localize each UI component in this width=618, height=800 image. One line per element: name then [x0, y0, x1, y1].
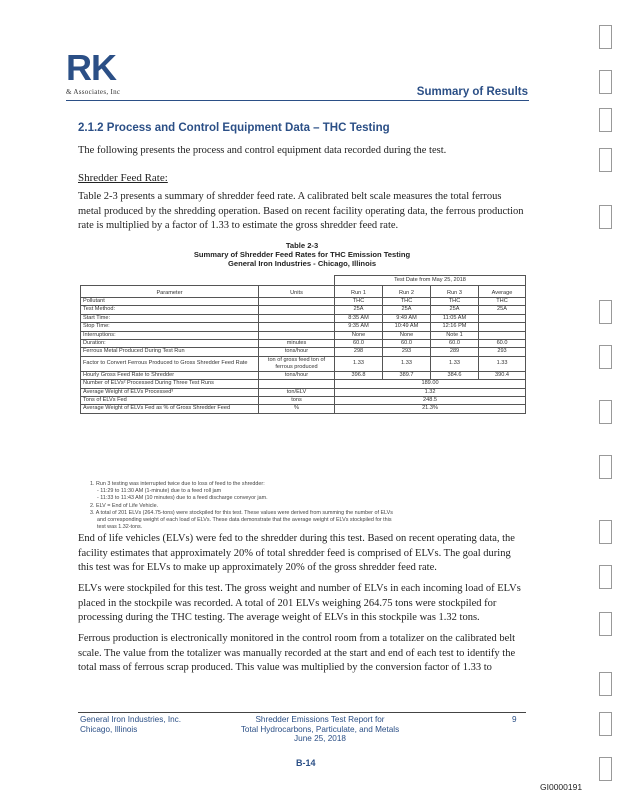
table-row [81, 380, 526, 388]
row-parameter: Test Method: [81, 306, 259, 314]
table-intro-paragraph: Table 2-3 presents a summary of shredder feed rate. A calibrated belt scale measures the total ferrous metal produced by the shredding operation. Based on recent facility operating data, the ferrous production rate is multiplied by a factor of 1.33 to estimate the gross shredder feed rate. [78, 191, 524, 232]
row-value: THC [383, 298, 431, 306]
row-units: ton of gross feed ton of ferrous produced [259, 356, 335, 371]
table-note: and corresponding weight of each load of ELVs. These data demonstrate that the average weight of ELVs stockpiled for this [97, 517, 392, 524]
row-value: 384.6 [431, 371, 479, 379]
row-parameter: Stop Time: [81, 323, 259, 331]
table-row [81, 356, 526, 371]
table-note: 2. ELV = End of Life Vehicle. [90, 502, 159, 509]
row-value: 1.33 [479, 356, 526, 371]
binder-tab-marker [599, 672, 612, 696]
table-caption-title: Summary of Shredder Feed Rates for THC Emission Testing [193, 250, 411, 259]
table-note: 1. Run 3 testing was interrupted twice due to loss of feed to the shredder: [90, 481, 265, 487]
row-merged-value: 189.00 [335, 380, 526, 388]
binder-tab-marker [599, 565, 612, 589]
row-parameter: Duration: [81, 340, 259, 348]
table-row [81, 306, 526, 314]
header-rule [66, 100, 529, 101]
table-note: - 11:33 to 11:43 AM (10 minutes) due to a feed discharge conveyor jam. [97, 495, 268, 502]
row-parameter: Hourly Gross Feed Rate to Shredder [81, 371, 259, 379]
binder-tab-marker [599, 70, 612, 94]
footer-left [80, 715, 181, 734]
row-units [259, 380, 335, 388]
row-value: 1.33 [335, 356, 383, 371]
row-units: tons/hour [259, 371, 335, 379]
header-section-title: Summary of Results [416, 86, 528, 98]
row-value: 389.7 [383, 371, 431, 379]
table-note: test was 1.32-tons. [97, 524, 143, 531]
row-units [259, 314, 335, 322]
table-row [81, 298, 526, 306]
table-row [81, 397, 526, 405]
row-value: 289 [431, 348, 479, 356]
binder-tab-marker [599, 205, 612, 229]
shredder-feed-rate-subheading: Shredder Feed Rate: [78, 172, 168, 184]
binder-tab-marker [599, 148, 612, 172]
row-parameter: Start Time: [81, 314, 259, 322]
table-caption-location: General Iron Industries - Chicago, Illinois [227, 259, 377, 268]
binder-tab-marker [599, 300, 612, 324]
footer-page-number: 9 [512, 715, 517, 724]
binder-tab-marker [599, 520, 612, 544]
footer-center [210, 715, 430, 744]
ferrous-production-paragraph: Ferrous production is electronically monitored in the control room from a totalizer on the calibrated belt scale. The value from the totalizer was manually recorded at the start and end of each test to identify the total mass of ferrous scrap produced. This value was multiplied by the conversion factor of 1.33 to [78, 633, 516, 674]
row-value [479, 323, 526, 331]
row-parameter: Average Weight of ELVs Processed³ [81, 388, 259, 396]
row-value: 60.0 [335, 340, 383, 348]
footer-report-subtitle: Total Hydrocarbons, Particulate, and Metals [240, 724, 400, 734]
row-value [479, 331, 526, 339]
row-value: 60.0 [431, 340, 479, 348]
binder-tab-marker [599, 455, 612, 479]
binder-tab-marker [599, 25, 612, 49]
row-value: 390.4 [479, 371, 526, 379]
binder-tab-marker [599, 400, 612, 424]
elv-feed-paragraph: End of life vehicles (ELVs) were fed to the shredder during this test. Based on recent operating data, the facility estimates that approximately 20% of total shredder feed is comprised of ELVs. The goal during this test was for ELVs to make up approximately 20% of the gross shredder feed rate. [78, 533, 515, 574]
row-value: 11:05 AM [431, 314, 479, 322]
section-heading: 2.1.2 Process and Control Equipment Data – THC Testing [78, 122, 390, 134]
footer-date: June 25, 2018 [294, 734, 346, 744]
row-value: 60.0 [479, 340, 526, 348]
row-units [259, 298, 335, 306]
footer-rule [78, 712, 526, 713]
column-header-run-1: Run 1 [335, 286, 383, 298]
elv-stockpile-paragraph: ELVs were stockpiled for this test. The gross weight and number of ELVs in each incoming load of ELVs placed in the stockpile was recorded. A total of 201 ELVs weighing 264.75 tons were stockpiled for processing during the THC testing. The average weight of ELVs in this stockpile was 1.32 tons. [78, 583, 521, 624]
row-units [259, 323, 335, 331]
table-note: - 11:29 to 11:30 AM (1-minute) due to a feed roll jam [97, 488, 222, 495]
table-row [81, 340, 526, 348]
row-parameter: Pollutant [81, 298, 259, 306]
row-units [259, 306, 335, 314]
row-parameter: Factor to Convert Ferrous Produced to Gross Shredder Feed Rate [81, 356, 259, 371]
table-note: 3. A total of 201 ELVs (264.75-tons) were stockpiled for this test. These values were derived from summing the number of ELVs [90, 509, 393, 516]
binder-tab-marker [599, 345, 612, 369]
row-merged-value: 248.5 [335, 397, 526, 405]
row-value: 1.33 [431, 356, 479, 371]
row-value: 25A [335, 306, 383, 314]
row-value: None [335, 331, 383, 339]
row-value: 9:35 AM [335, 323, 383, 331]
footer-report-title: Shredder Emissions Test Report for [255, 715, 385, 724]
row-parameter: Interruptions: [81, 331, 259, 339]
bates-number: GI0000191 [540, 782, 583, 792]
column-header-run-3: Run 3 [431, 286, 479, 298]
row-units: tons [259, 397, 335, 405]
table-caption-number: Table 2-3 [285, 241, 319, 250]
row-value: 60.0 [383, 340, 431, 348]
footer-company: General Iron Industries, Inc. [80, 715, 182, 724]
row-merged-value: 1.32 [335, 388, 526, 396]
row-value: 25A [383, 306, 431, 314]
table-row [81, 371, 526, 379]
row-value [479, 314, 526, 322]
row-merged-value: 21.3% [335, 405, 526, 413]
row-value: 293 [383, 348, 431, 356]
row-value: 9:49 AM [383, 314, 431, 322]
table-row [81, 348, 526, 356]
test-date-header: Test Date from May 25, 2018 [335, 276, 526, 286]
row-value: 12:16 PM [431, 323, 479, 331]
row-value: THC [335, 298, 383, 306]
row-parameter: Average Weight of ELVs Fed as % of Gross Shredder Feed [81, 405, 259, 413]
row-value: THC [479, 298, 526, 306]
row-parameter: Number of ELVs² Processed During Three Test Runs [81, 380, 259, 388]
table-row [81, 405, 526, 413]
row-value: THC [431, 298, 479, 306]
row-units [259, 331, 335, 339]
intro-paragraph: The following presents the process and control equipment data recorded during the test. [78, 145, 447, 156]
binder-tab-marker [599, 108, 612, 132]
table-notes [90, 481, 520, 531]
row-units: % [259, 405, 335, 413]
row-value: 8:35 AM [335, 314, 383, 322]
column-header-parameter: Parameter [81, 286, 259, 298]
row-value: None [383, 331, 431, 339]
row-value: 1.33 [383, 356, 431, 371]
row-value: 25A [431, 306, 479, 314]
row-value: 396.8 [335, 371, 383, 379]
binder-tab-marker [599, 757, 612, 781]
binder-tab-marker [599, 712, 612, 736]
column-header-run-2: Run 2 [383, 286, 431, 298]
table-header-row [81, 286, 526, 298]
appendix-page-label: B-14 [296, 758, 316, 768]
company-logo: RK [66, 47, 116, 88]
table-row [81, 323, 526, 331]
row-units: tons/hour [259, 348, 335, 356]
table-row [81, 314, 526, 322]
row-parameter: Ferrous Metal Produced During Test Run [81, 348, 259, 356]
table-row [81, 331, 526, 339]
table-row [81, 388, 526, 396]
row-units: ton/ELV [259, 388, 335, 396]
row-parameter: Tons of ELVs Fed [81, 397, 259, 405]
shredder-feed-rate-table [80, 275, 526, 414]
row-units: minutes [259, 340, 335, 348]
row-value: 298 [335, 348, 383, 356]
row-value: Note 1 [431, 331, 479, 339]
binder-tab-marker [599, 612, 612, 636]
table-date-row [81, 276, 526, 286]
row-value: 10:49 AM [383, 323, 431, 331]
company-logo-subtitle: & Associates, Inc [66, 88, 121, 96]
column-header-average: Average [479, 286, 526, 298]
column-header-units: Units [259, 286, 335, 298]
row-value: 293 [479, 348, 526, 356]
row-value: 25A [479, 306, 526, 314]
footer-location: Chicago, Illinois [80, 724, 138, 734]
